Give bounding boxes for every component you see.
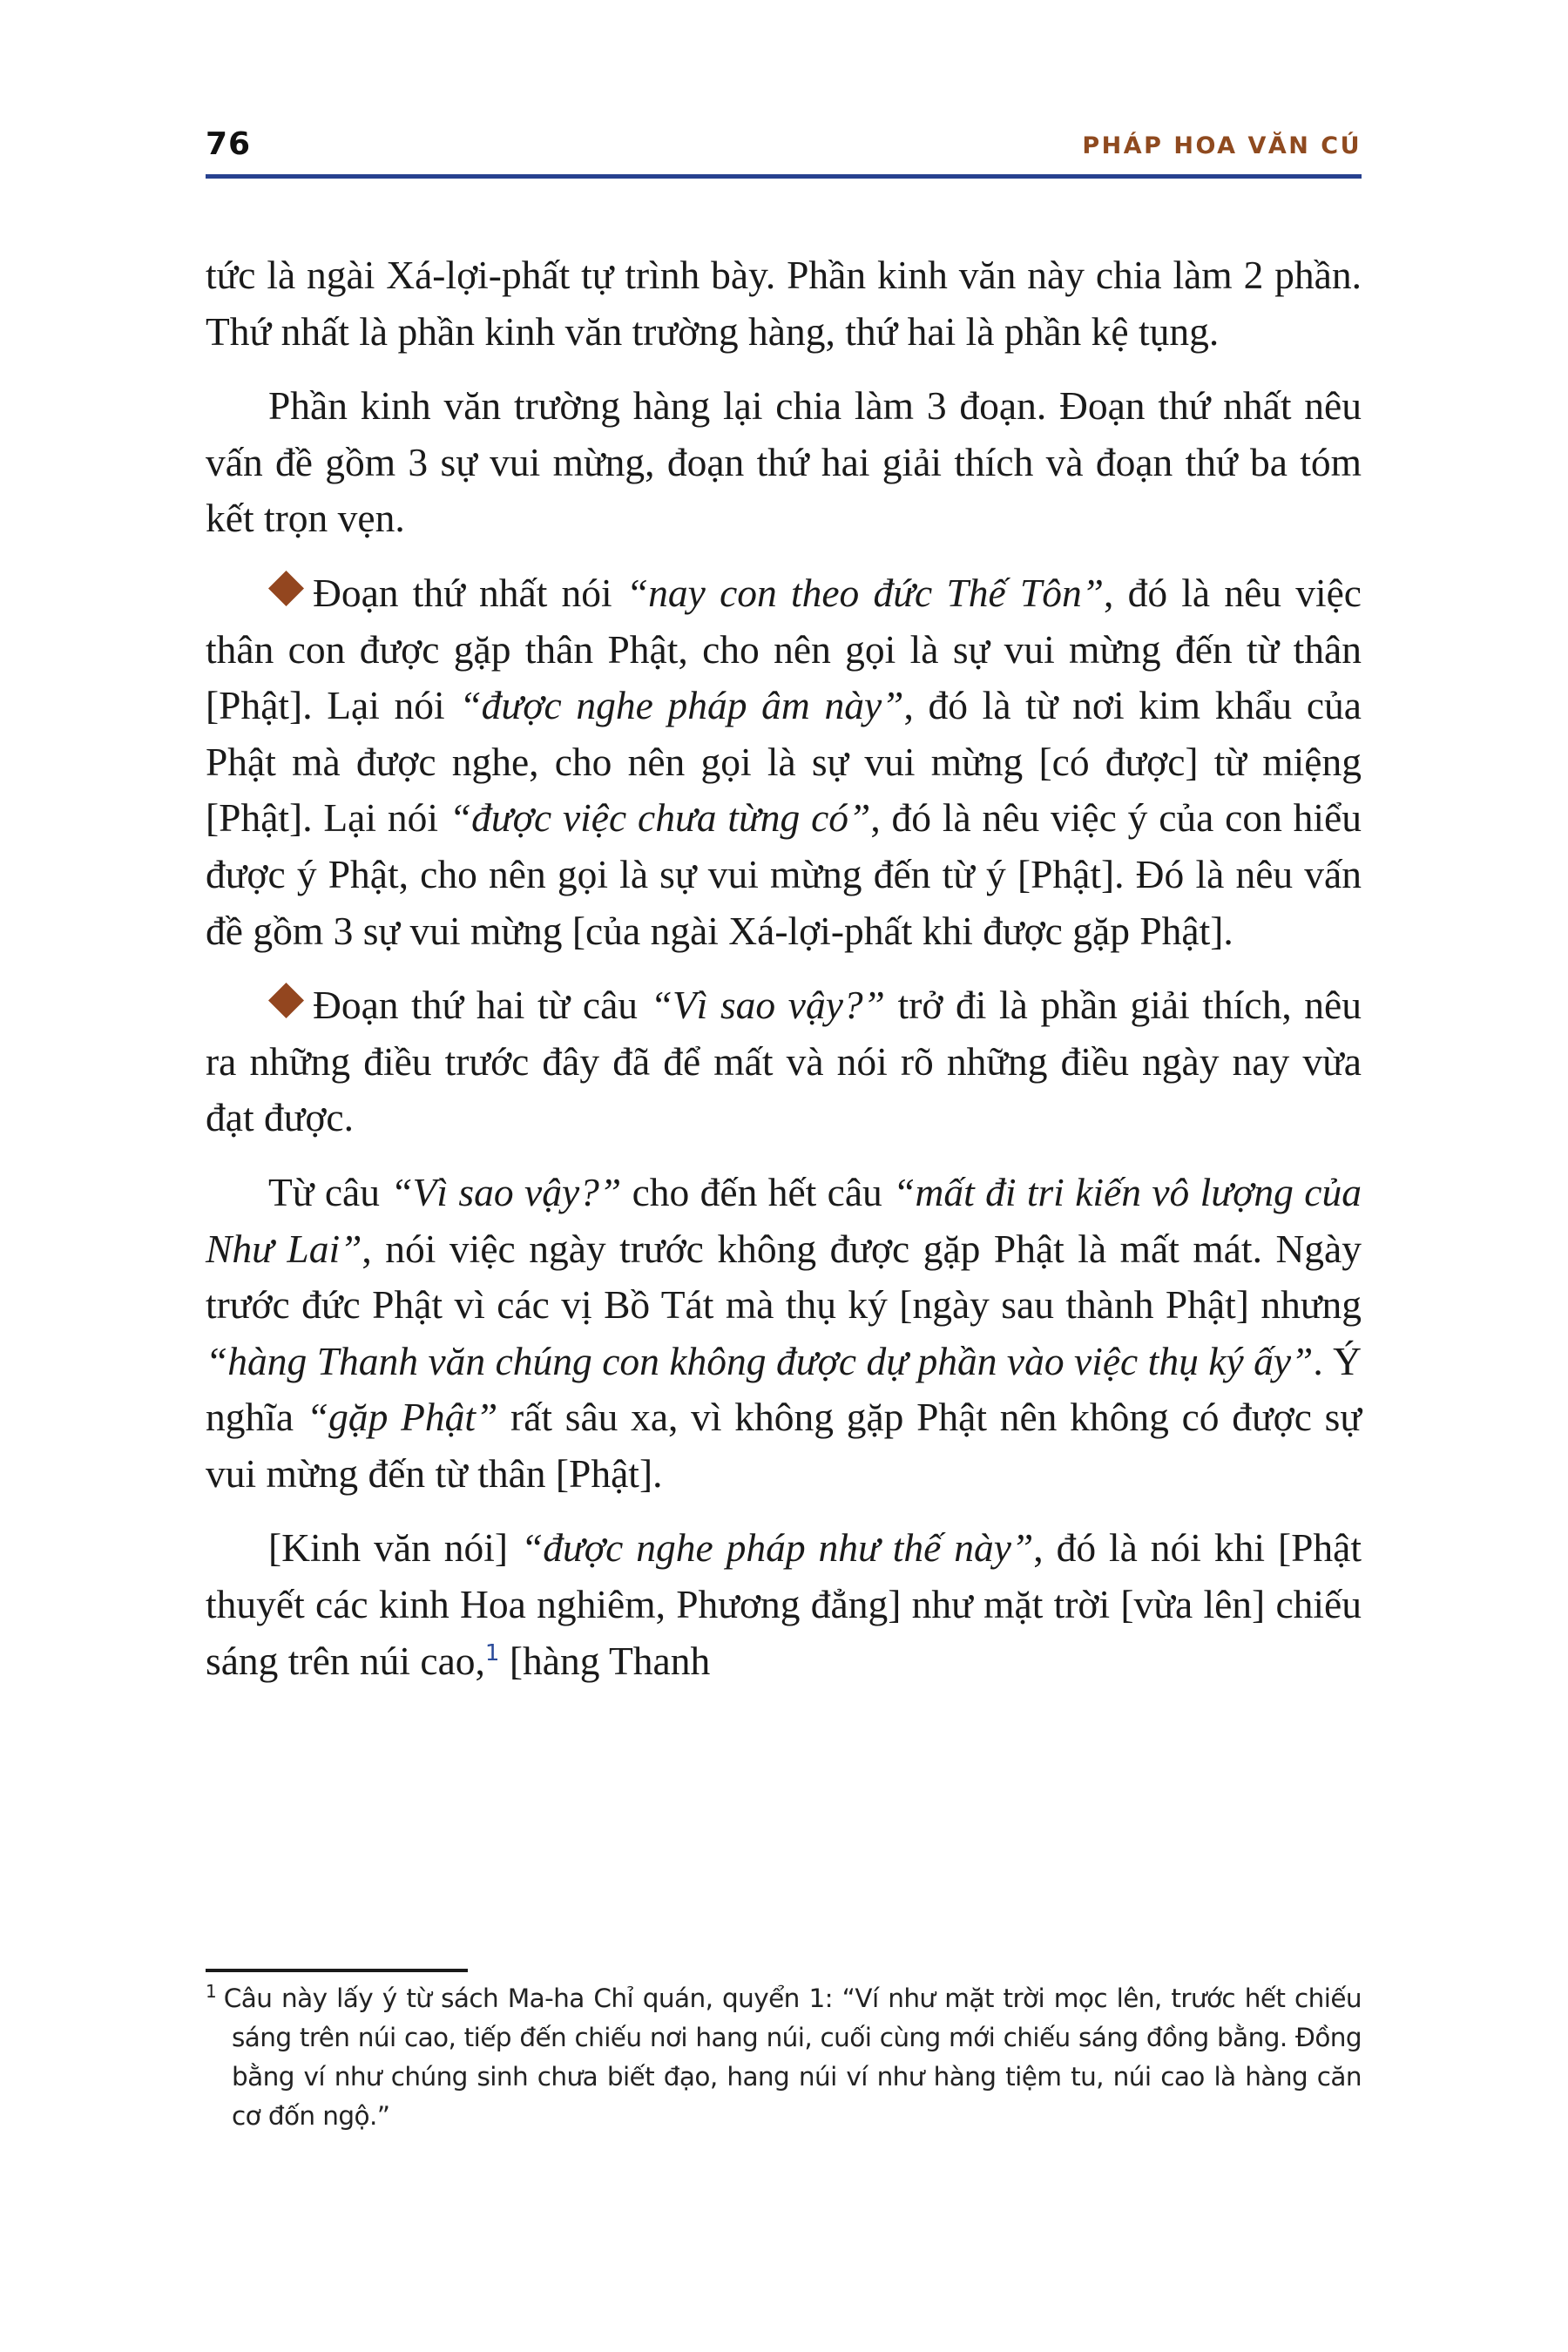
paragraph-text: . Ý nghĩa [206,1338,1362,1440]
footnote-separator [206,1969,468,1972]
body-paragraph [206,247,1362,360]
diamond-bullet-icon [268,571,304,606]
body-paragraph [206,977,1362,1146]
paragraph-text: [hàng Thanh [499,1638,711,1683]
paragraph-text: trở đi là phần giải thích, nêu ra những điều trước đây đã để mất và nói rõ những điều ngày nay vừa đạt được. [206,983,1362,1140]
paragraph-text: cho đến hết câu [621,1169,894,1214]
paragraph-text: Phần kinh văn trường hàng lại chia làm 3 đoạn. Đoạn thứ nhất nêu vấn đề gồm 3 sự vui mừng, đoạn thứ hai giải thích và đoạn thứ ba tóm kết trọn vẹn. [206,383,1362,541]
body-paragraph [206,378,1362,547]
quoted-sutra-text: “Vì sao vậy?” [650,983,885,1028]
quoted-sutra-text: “mất đi tri kiến vô lượng của Như Lai” [206,1169,1362,1271]
quoted-sutra-text: “nay con theo đức Thế Tôn” [625,570,1105,615]
paragraph-text: Từ câu [268,1169,391,1214]
body-paragraph [206,1165,1362,1503]
quoted-sutra-text: “được nghe pháp như thế này” [520,1525,1034,1571]
paragraph-text: [Kinh văn nói] [268,1525,521,1571]
quoted-sutra-text: “được việc chưa từng có” [449,795,871,841]
body-text [206,247,1362,1707]
diamond-bullet-icon [268,983,304,1018]
footnote [206,1979,1362,2136]
footnote-marker: 1 [206,1981,217,2003]
paragraph-text: , đó là nêu việc thân con được gặp thân Phật, cho nên gọi là sự vui mừng đến từ thân [Phật]. Lại nói [206,570,1362,728]
paragraph-text: , đó là nêu việc ý của con hiểu được ý Phật, cho nên gọi là sự vui mừng đến từ ý [Phật]. Đó là nêu vấn đề gồm 3 sự vui mừng [của ngài Xá-lợi-phất khi được gặp Phật]. [206,795,1362,953]
footnote-text: Câu này lấy ý từ sách Ma-ha Chỉ quán, quyển 1: “Ví như mặt trời mọc lên, trước hết chiếu sáng trên núi cao, tiếp đến chiếu nơi hang núi, cuối cùng mới chiếu sáng đồng bằng. Đồng bằng ví như chúng sinh chưa biết đạo, hang núi ví như hàng tiệm tu, núi cao là hàng căn cơ đốn ngộ.” [223,1984,1362,2131]
paragraph-text: tức là ngài Xá-lợi-phất tự trình bày. Phần kinh văn này chia làm 2 phần. Thứ nhất là phần kinh văn trường hàng, thứ hai là phần kệ tụng. [206,253,1362,354]
paragraph-text: Đoạn thứ nhất nói [313,570,626,615]
footnote-reference[interactable]: 1 [484,1639,500,1666]
paragraph-text: , nói việc ngày trước không được gặp Phật là mất mát. Ngày trước đức Phật vì các vị Bồ Tát mà thụ ký [ngày sau thành Phật] nhưng [206,1226,1362,1328]
body-paragraph [206,1520,1362,1689]
quoted-sutra-text: “Vì sao vậy?” [390,1169,622,1214]
body-paragraph [206,565,1362,959]
quoted-sutra-text: “gặp Phật” [306,1395,498,1440]
page-number: 76 [206,126,252,162]
quoted-sutra-text: “hàng Thanh văn chúng con không được dự phần vào việc thụ ký ấy” [206,1338,1314,1383]
header-rule [206,174,1362,179]
paragraph-text: , đó là từ nơi kim khẩu của Phật mà được nghe, cho nên gọi là sự vui mừng [có được] từ miệng [Phật]. Lại nói [206,683,1362,841]
running-title: PHÁP HOA VĂN CÚ [1082,132,1362,159]
paragraph-text: , đó là nói khi [Phật thuyết các kinh Hoa nghiêm, Phương đẳng] như mặt trời [vừa lên] chiếu sáng trên núi cao, [206,1525,1362,1683]
paragraph-text: Đoạn thứ hai từ câu [313,983,651,1028]
paragraph-text: rất sâu xa, vì không gặp Phật nên không có được sự vui mừng đến từ thân [Phật]. [206,1395,1362,1496]
quoted-sutra-text: “được nghe pháp âm này” [459,683,904,728]
